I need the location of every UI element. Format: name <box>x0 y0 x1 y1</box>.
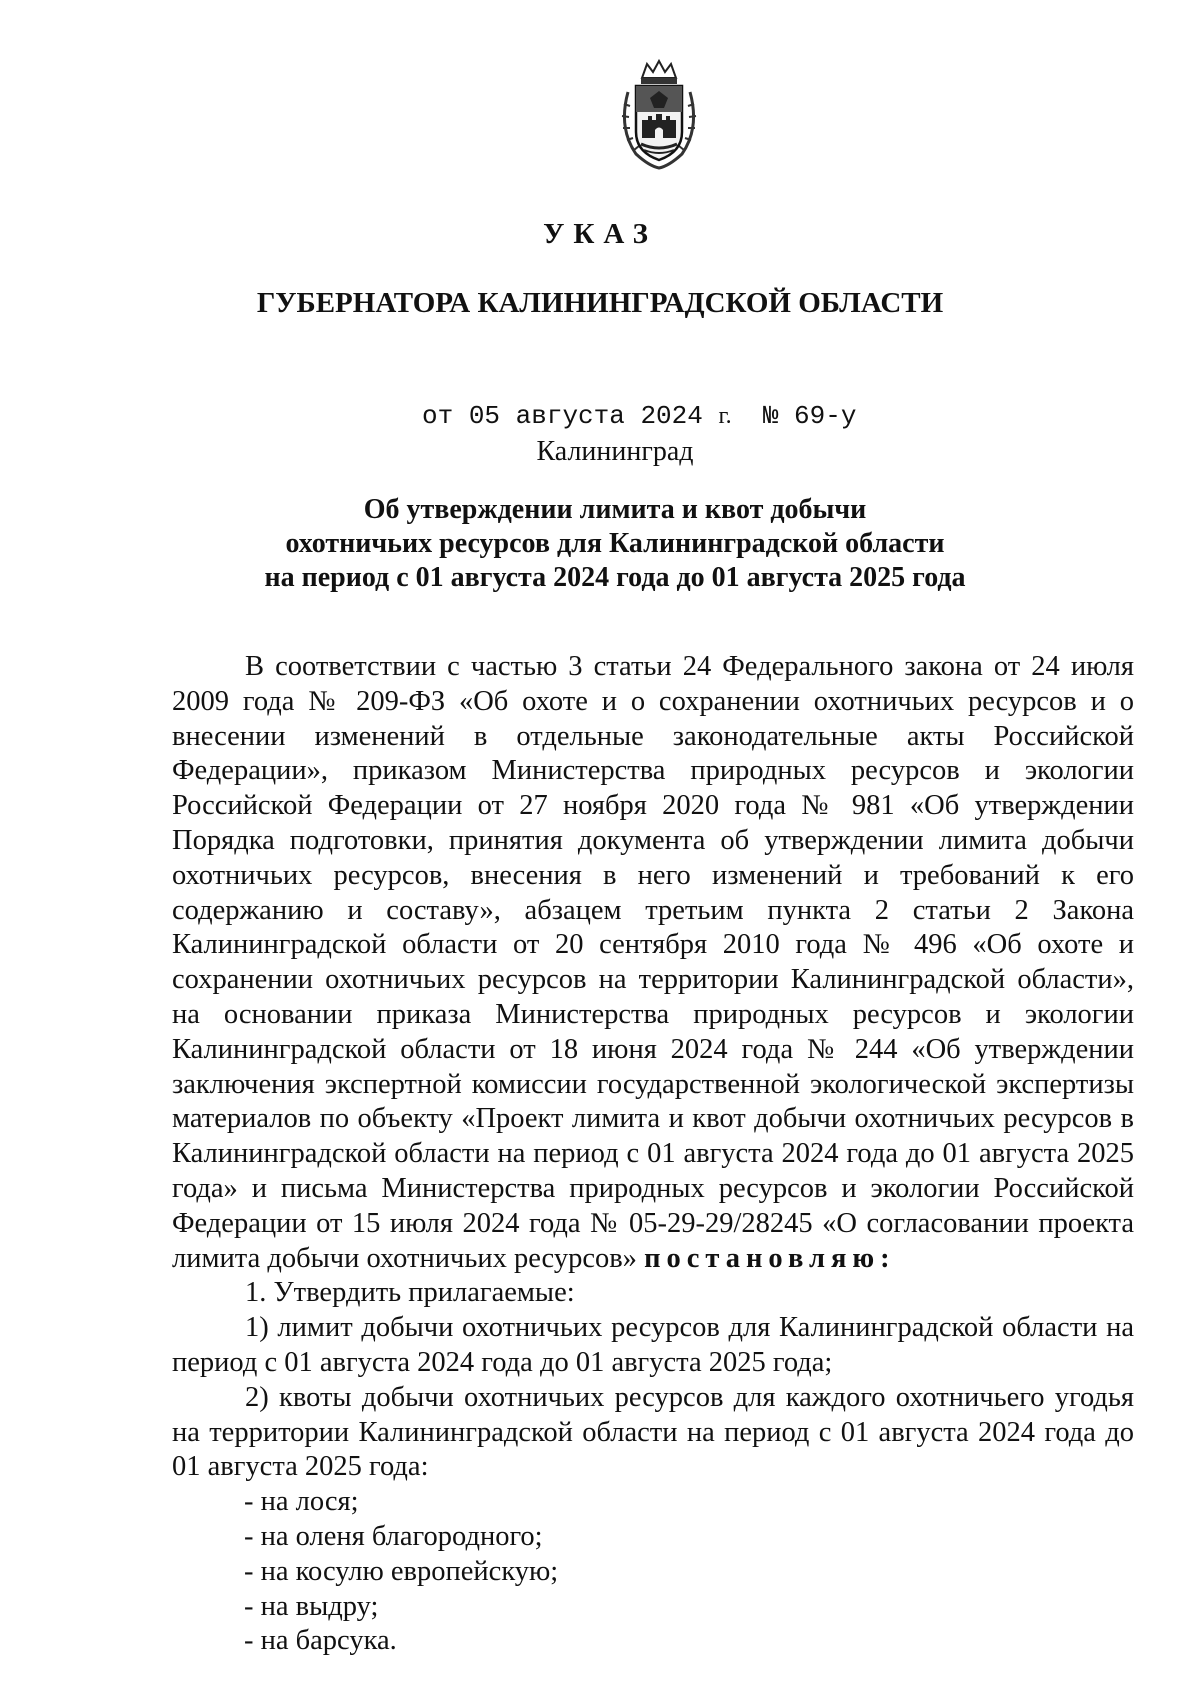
preamble-paragraph <box>172 650 1134 1276</box>
document-title <box>0 493 1200 595</box>
decree-body <box>172 650 1134 1659</box>
document-title-line: Об утверждении лимита и квот добычи <box>363 494 867 525</box>
species-list-item: - на косулю европейскую; <box>244 1555 559 1587</box>
preamble-text: В соответствии с частью 3 статьи 24 Федерального закона от 24 июля 2009 года № 209-ФЗ «Об охоте и о сохранении охотничьих ресурсов и о внесении изменений в отдельные законодательные акты Российской Федерации», приказом Министерства природных ресурсов и экологии Российской Федерации от 27 ноября 2020 года № 981 «Об утверждении Порядка подготовки, принятия документа об утверждении лимита добычи охотничьих ресурсов, внесения в него изменений и требований к его содержанию и составу», абзацем третьим пункта 2 статьи 2 Закона Калининградской области от 20 сентября 2010 года № 496 «Об охоте и сохранении охотничьих ресурсов на территории Калининградской области», на основании приказа Министерства природных ресурсов и экологии Калининградской области от 18 июня 2024 года № 244 «Об утверждении заключения экспертной комиссии государственной экологической экспертизы материалов по объекту «Проект лимита и квот добычи охотничьих ресурсов в Калининградской области на период с 01 августа 2024 года до 01 августа 2025 года» и письма Министерства природных ресурсов и экологии Российской Федерации от 15 июля 2024 года № 05-29-29/28245 «О согласовании проекта лимита добычи охотничьих ресурсов» <box>172 651 1134 1274</box>
item-1-1: 1) лимит добычи охотничьих ресурсов для Калининградской области на период с 01 августа 2024 года до 01 августа 2025 года; <box>172 1312 1134 1378</box>
city: Калининград <box>536 436 694 467</box>
document-title-line: охотничьих ресурсов для Калининградской области <box>285 528 945 559</box>
decree-number: № 69-у <box>762 401 857 431</box>
decree-title: УКАЗ <box>543 218 657 250</box>
decree-word: постановляю: <box>644 1242 896 1274</box>
date-line <box>422 401 856 431</box>
species-list-item: - на барсука. <box>244 1625 397 1657</box>
species-list-item: - на лося; <box>244 1486 359 1518</box>
document-title-line: на период с 01 августа 2024 года до 01 августа 2025 года <box>264 562 966 593</box>
year-suffix: г. <box>718 403 732 429</box>
item-1-2: 2) квоты добычи охотничьих ресурсов для каждого охотничьего угодья на территории Калининградской области на период с 01 августа 2024 года до 01 августа 2025 года: <box>172 1381 1134 1483</box>
decree-date: 05 августа 2024 <box>468 401 703 431</box>
decree-authority: ГУБЕРНАТОРА КАЛИНИНГРАДСКОЙ ОБЛАСТИ <box>256 287 944 319</box>
item-1: 1. Утвердить прилагаемые: <box>245 1277 575 1309</box>
date-prefix: от <box>422 401 454 431</box>
coat-of-arms-icon <box>614 58 704 170</box>
species-list-item: - на выдру; <box>244 1590 379 1622</box>
species-list-item: - на оленя благородного; <box>244 1520 543 1552</box>
